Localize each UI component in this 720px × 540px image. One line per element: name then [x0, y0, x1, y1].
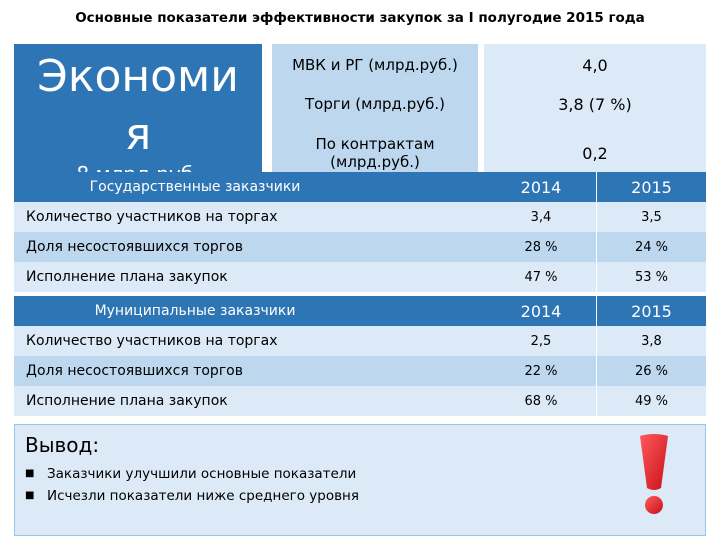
value-2015: 3,8 — [596, 326, 706, 356]
summary-value: 3,8 (7 %) — [484, 86, 706, 122]
value-2015: 26 % — [596, 356, 706, 386]
table-row — [14, 202, 706, 232]
section-title: Муниципальные заказчики — [94, 303, 296, 319]
state-customers-header — [14, 172, 706, 202]
summary-label: МВК и РГ (млрд.руб.) — [272, 44, 478, 86]
row-label: Исполнение плана закупок — [26, 269, 228, 285]
year-header: 2015 — [596, 296, 706, 326]
row-label: Количество участников на торгах — [26, 333, 278, 349]
conclusion-title: Вывод: — [25, 433, 100, 457]
exclamation-icon — [632, 434, 676, 516]
summary-row — [272, 44, 706, 86]
row-label: Доля несостоявшихся торгов — [26, 363, 243, 379]
municipal-customers-header — [14, 296, 706, 326]
section-title: Государственные заказчики — [89, 179, 301, 195]
value-2015: 24 % — [596, 232, 706, 262]
year-header: 2014 — [520, 301, 562, 321]
summary-row — [272, 86, 706, 122]
table-row — [14, 262, 706, 292]
summary-value: 4,0 — [484, 44, 706, 86]
page-title: Основные показатели эффективности закупок за I полугодие 2015 года — [75, 10, 645, 26]
table-row — [14, 356, 706, 386]
summary-label: По контрактам (млрд.руб.) — [272, 122, 478, 184]
conclusion-box — [14, 424, 706, 536]
list-item — [25, 463, 359, 485]
year-header: 2015 — [596, 172, 706, 202]
value-2014: 68 % — [524, 393, 558, 409]
list-item — [25, 485, 359, 507]
value-2015: 49 % — [596, 386, 706, 416]
economy-word-line1: Экономи — [37, 51, 239, 102]
row-label: Количество участников на торгах — [26, 209, 278, 225]
summary-label: Торги (млрд.руб.) — [272, 86, 478, 122]
value-2014: 2,5 — [530, 333, 552, 349]
value-2015: 3,5 — [596, 202, 706, 232]
square-bullet-icon: ■ — [25, 490, 35, 501]
summary-value: 0,2 — [484, 122, 706, 184]
year-header: 2014 — [520, 177, 562, 197]
value-2014: 22 % — [524, 363, 558, 379]
square-bullet-icon: ■ — [25, 468, 35, 479]
row-label: Доля несостоявшихся торгов — [26, 239, 243, 255]
value-2015: 53 % — [596, 262, 706, 292]
economy-word — [14, 48, 262, 164]
list-item-text: Исчезли показатели ниже среднего уровня — [47, 488, 359, 504]
row-label: Исполнение плана закупок — [26, 393, 228, 409]
value-2014: 3,4 — [530, 209, 552, 225]
economy-box — [14, 44, 262, 184]
value-2014: 28 % — [524, 239, 558, 255]
list-item-text: Заказчики улучшили основные показатели — [47, 466, 357, 482]
value-2014: 47 % — [524, 269, 558, 285]
conclusion-list — [25, 463, 359, 507]
economy-word-line2: я — [124, 109, 152, 160]
table-row — [14, 386, 706, 416]
table-row — [14, 232, 706, 262]
table-row — [14, 326, 706, 356]
